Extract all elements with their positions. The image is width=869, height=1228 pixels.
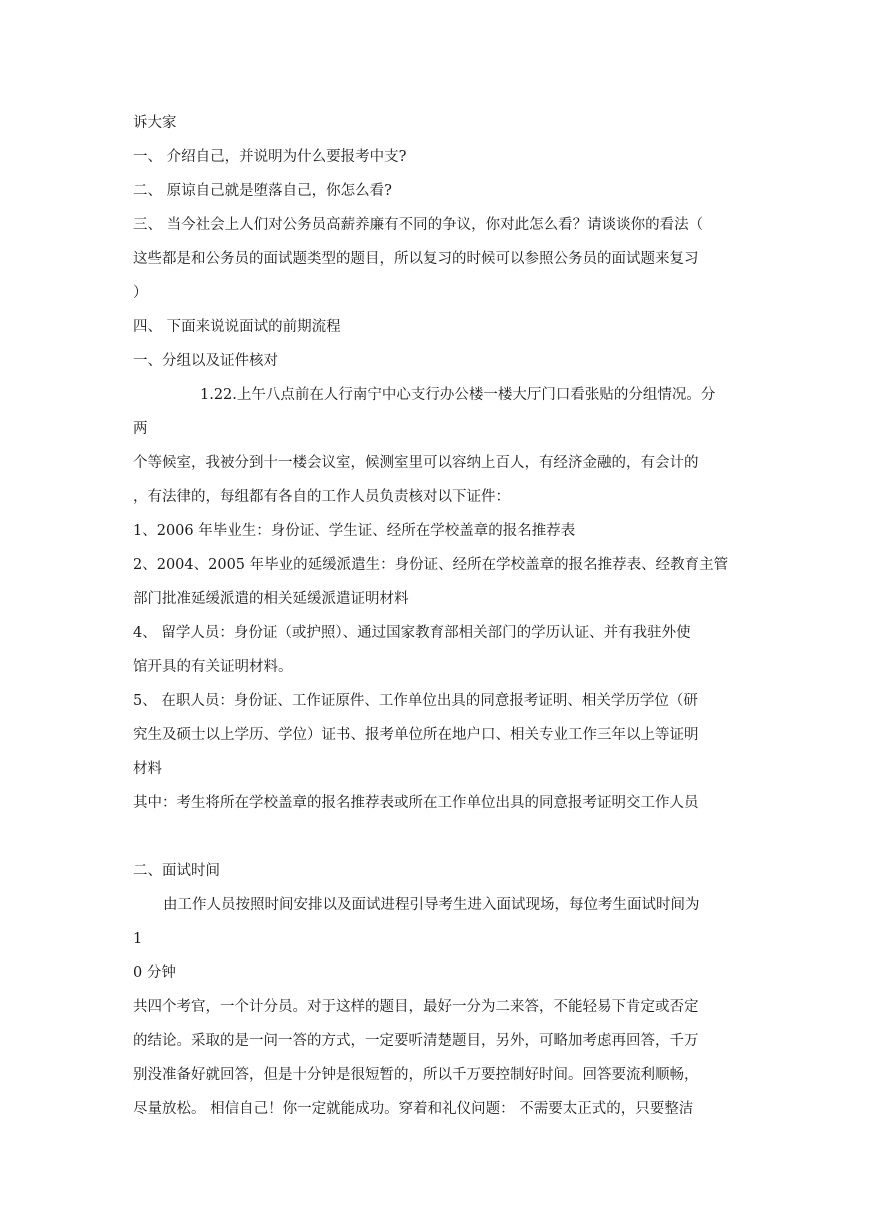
text-line: 材料: [133, 761, 162, 777]
text-line: 共四个考官，一个计分员。对于这样的题目，最好一分为二来答，不能轻易下肯定或否定: [133, 999, 699, 1015]
text-line: 0 分钟: [133, 965, 176, 981]
text-line: 诉大家: [133, 115, 177, 131]
text-line: 究生及硕士以上学历、学位）证书、报考单位所在地户口、相关专业工作三年以上等证明: [133, 727, 699, 743]
text-line: 由工作人员按照时间安排以及面试进程引导考生进入面试现场，每位考生面试时间为: [163, 897, 700, 913]
list-item: 5、 在职人员：身份证、工作证原件、工作单位出具的同意报考证明、相关学历学位（研: [133, 693, 698, 709]
text-line: 的结论。采取的是一问一答的方式，一定要听清楚题目，另外，可略加考虑再回答，千万: [133, 1033, 699, 1049]
text-line: 1: [133, 931, 143, 947]
section-heading: 二、面试时间: [133, 863, 220, 879]
text-line: 其中：考生将所在学校盖章的报名推荐表或所在工作单位出具的同意报考证明交工作人员: [133, 795, 699, 811]
list-item: 1、2006 年毕业生：身份证、学生证、经所在学校盖章的报名推荐表: [133, 523, 576, 539]
text-line: 个等候室，我被分到十一楼会议室，候测室里可以容纳上百人，有经济金融的，有会计的: [133, 455, 699, 471]
text-line: 馆开具的有关证明材料。: [133, 659, 293, 675]
section-heading: 四、 下面来说说面试的前期流程: [133, 319, 341, 335]
text-line: ，有法律的，每组都有各自的工作人员负责核对以下证件：: [133, 489, 510, 505]
text-line: 三、 当今社会上人们对公务员高薪养廉有不同的争议，你对此怎么看？请谈谈你的看法（: [133, 217, 704, 233]
text-line: ）: [133, 285, 148, 301]
list-item: 4、 留学人员：身份证（或护照）、通过国家教育部相关部门的学历认证、并有我驻外使: [133, 625, 691, 641]
text-line: 1.22.上午八点前在人行南宁中心支行办公楼一楼大厅门口看张贴的分组情况。分: [200, 387, 716, 403]
text-line: 这些都是和公务员的面试题类型的题目，所以复习的时候可以参照公务员的面试题来复习: [133, 251, 699, 267]
text-line: 一、 介绍自己，并说明为什么要报考中支?: [133, 149, 407, 165]
section-heading: 一、分组以及证件核对: [133, 353, 278, 369]
text-line: 部门批准延缓派遣的相关延缓派遣证明材料: [133, 591, 409, 607]
list-item: 2、2004、2005 年毕业的延缓派遣生：身份证、经所在学校盖章的报名推荐表、经教育主管: [133, 557, 729, 573]
text-line: 别没准备好就回答，但是十分钟是很短暂的，所以千万要控制好时间。回答要流利顺畅，: [133, 1067, 699, 1083]
text-line: 二、 原谅自己就是堕落自己，你怎么看?: [133, 183, 392, 199]
text-line: 两: [133, 421, 148, 437]
text-line: 尽量放松。 相信自己！你一定就能成功。穿着和礼仪问题： 不需要太正式的，只要整洁: [133, 1101, 694, 1117]
